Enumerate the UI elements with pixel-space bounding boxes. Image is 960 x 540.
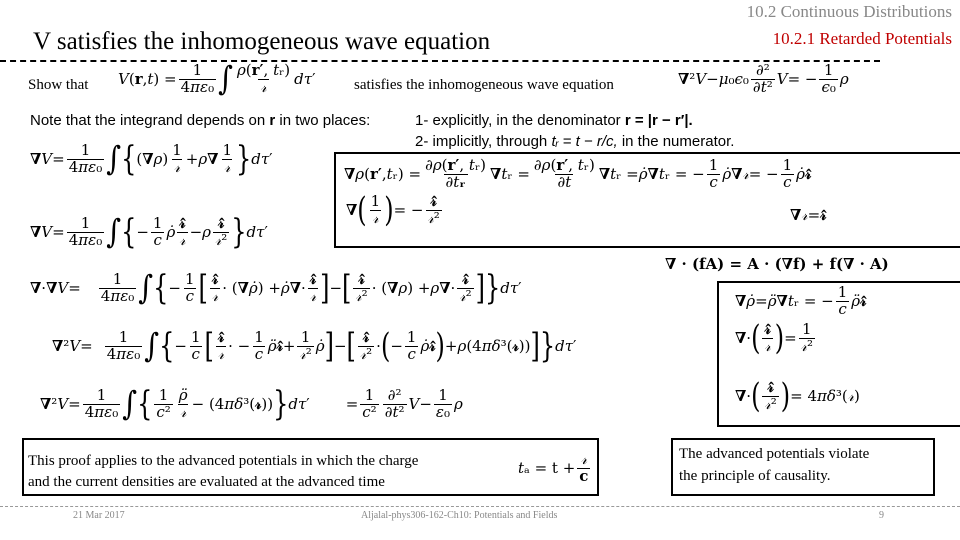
eq-laplacian-v-final: ∇ ² V = 1 4πε₀ ∫ { 1 c² ρ̈ 𝓇 − (4 πδ ³( 𝓇 )) } dτ ′ = 1 c² ∂² ∂t² V − 1 ε₀ ρ xyxy=(40,384,463,424)
proof-note-line-1: This proof applies to the advanced potentials in which the charge xyxy=(28,453,419,469)
footer-date: 21 Mar 2017 xyxy=(73,510,125,521)
eq-div-grad-v: ∇ · ∇ V = 1 4πε₀ ∫ { − 1 c [ 𝓇̂ 𝓇 · ( ∇ ρ̇ ) + ρ̇ ∇ · 𝓇̂ 𝓇 ] − [ 𝓇̂ 𝓇² · ( ∇ ρ ) + ρ ∇ · 𝓇̂ 𝓇² ] } dτ ′ xyxy=(30,268,522,308)
footer-divider xyxy=(0,506,960,507)
eq-grad-rho: ∇ ρ ( r′ , t ᵣ) = ∂ρ(r′, tᵣ) ∂tᵣ ∇ t ᵣ = ∂ρ(r′, tᵣ) ∂t ∇ t ᵣ = ρ̇ ∇ t ᵣ = − 1 c ρ̇ ∇ 𝓇 = − 1 c ρ̇ 𝓇̂ xyxy=(344,156,812,191)
product-rule: ∇ · (fA) = A · (∇f) + f(∇ · A) xyxy=(665,255,889,273)
footer-course: Aljalal-phys306-162-Ch10: Potentials and Fields xyxy=(361,510,558,521)
eq-laplacian-v: ∇ ² V = 1 4πε₀ ∫ { − 1 c [ 𝓇̂ 𝓇 · − 1 c ρ̈ 𝓇̂ + 1 𝓇² ρ̇ ] − [ 𝓇̂ 𝓇² · ( − 1 c ρ̇ 𝓇̂ ) + ρ (4 πδ ³( 𝓇 )) ] } dτ ′ xyxy=(52,326,577,366)
causality-line-2: the principle of causality. xyxy=(679,468,831,484)
eq-grad-script-r: ∇ 𝓇 = 𝓇̂ xyxy=(790,206,827,224)
page-title: V satisfies the inhomogeneous wave equation xyxy=(33,28,491,55)
note-item-1: 1- explicitly, in the denominator r = |r − r′|. xyxy=(415,112,693,129)
eq-grad-rho-dot: ∇ ρ̇ = ρ̈ ∇ t ᵣ = − 1 c ρ̈ 𝓇̂ xyxy=(735,283,867,318)
page-number: 9 xyxy=(879,510,884,521)
causality-line-1: The advanced potentials violate xyxy=(679,446,870,462)
eq-grad-v: ∇ V = 1 4πε₀ ∫ { ( ∇ ρ ) 1 𝓇 + ρ ∇ 1 𝓇 } dτ ′ xyxy=(30,139,273,179)
potential-definition: V ( r , t ) = 1 4πε₀ ∫ ρ(r′, tᵣ) 𝓇 dτ ′ xyxy=(118,59,316,98)
subsection-title: 10.2.1 Retarded Potentials xyxy=(772,29,952,48)
show-that-label: Show that xyxy=(28,77,89,93)
title-divider xyxy=(0,60,880,62)
eq-div-r-over-r: ∇ · ( 𝓇̂ 𝓇 ) = 1 𝓇² xyxy=(735,318,813,358)
section-title: 10.2 Continuous Distributions xyxy=(746,2,952,21)
satisfies-text: satisfies the inhomogeneous wave equation xyxy=(354,77,614,93)
eq-grad-inverse-r: ∇ ( 1 𝓇 ) = − 𝓇̂ 𝓇² xyxy=(346,190,440,230)
eq-div-r-over-r2: ∇ · ( 𝓇̂ 𝓇² ) = 4 πδ ³( 𝓇 ) xyxy=(735,376,860,416)
note-item-2: 2- implicitly, through tᵣ = t − r/c, in the numerator. xyxy=(415,133,735,150)
eq-advanced-time: t ₐ = t + 𝓇 c xyxy=(518,450,589,485)
proof-note-line-2: and the current densities are evaluated at the advanced time xyxy=(28,474,385,490)
wave-equation: ∇ ² V − μ ₀ ϵ ₀ ∂² ∂t² V = − 1 ϵ₀ ρ xyxy=(678,61,849,96)
eq-grad-v-expanded: ∇ V = 1 4πε₀ ∫ { − 1 c ρ̇ 𝓇̂ 𝓇 − ρ 𝓇̂ 𝓇² } dτ ′ xyxy=(30,212,268,252)
note-line: Note that the integrand depends on r in two places: xyxy=(30,112,371,129)
